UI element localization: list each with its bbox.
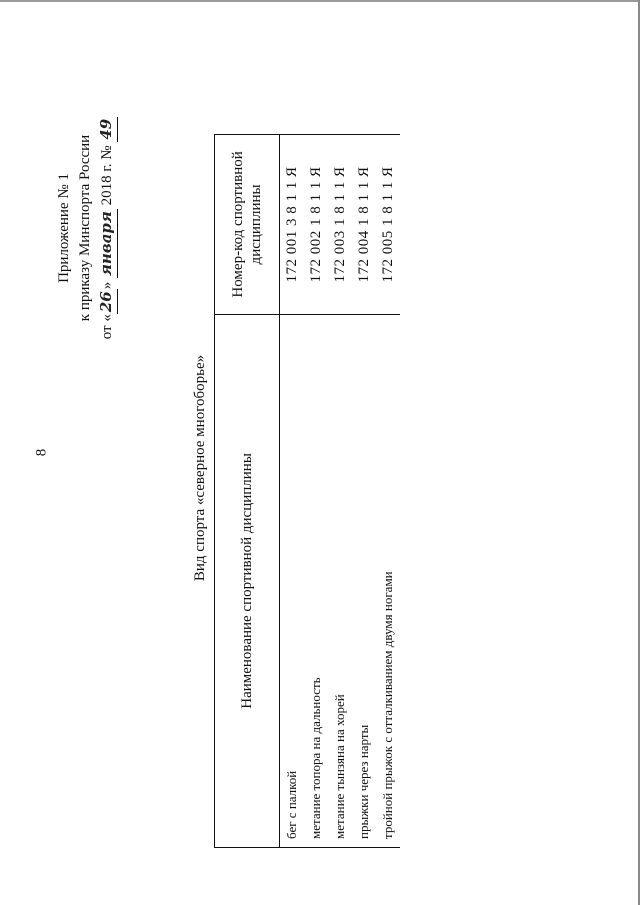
- table-header-row: [215, 135, 280, 848]
- table-row: [280, 135, 305, 848]
- disciplines-table: [214, 134, 400, 848]
- discipline-code: 172 005 1 8 1 1 Я: [376, 135, 400, 315]
- discipline-name: бег с палкой: [280, 314, 305, 847]
- header-discipline-name: Наименование спортивной дисциплины: [215, 314, 280, 847]
- date-month-handwritten: января: [96, 209, 118, 278]
- rotated-document: [56, 88, 442, 848]
- discipline-name: метание тынзяна на хорей: [328, 314, 352, 847]
- date-separator: »: [99, 281, 115, 290]
- table-row: [328, 135, 352, 848]
- table-row: [304, 135, 328, 848]
- appendix-title: Приложение № 1: [56, 173, 72, 283]
- discipline-code: 172 002 1 8 1 1 Я: [304, 135, 328, 315]
- discipline-name: тройной прыжок с отталкиванием двумя ногами: [376, 314, 400, 847]
- date-year: 2018 г. №: [99, 145, 115, 206]
- appendix-block: [54, 78, 118, 378]
- discipline-name: прыжки через нарты: [352, 314, 376, 847]
- order-number-handwritten: 49: [96, 117, 118, 142]
- page-edge: [0, 0, 640, 2]
- sport-heading: Вид спорта «северное многоборье»: [192, 354, 208, 582]
- appendix-order-ref: к приказу Минспорта России: [77, 134, 93, 322]
- discipline-name: метание топора на дальность: [304, 314, 328, 847]
- discipline-code: 172 001 3 8 1 1 Я: [280, 135, 305, 315]
- discipline-code: 172 003 1 8 1 1 Я: [328, 135, 352, 315]
- date-prefix: от «: [99, 314, 115, 340]
- header-discipline-code: Номер-код спортивной дисциплины: [215, 135, 280, 315]
- table-row: [376, 135, 400, 848]
- date-day-handwritten: 26: [96, 289, 118, 314]
- page-number: 8: [33, 448, 50, 457]
- appendix-date-line: [96, 78, 118, 378]
- discipline-code: 172 004 1 8 1 1 Я: [352, 135, 376, 315]
- table-row: [352, 135, 376, 848]
